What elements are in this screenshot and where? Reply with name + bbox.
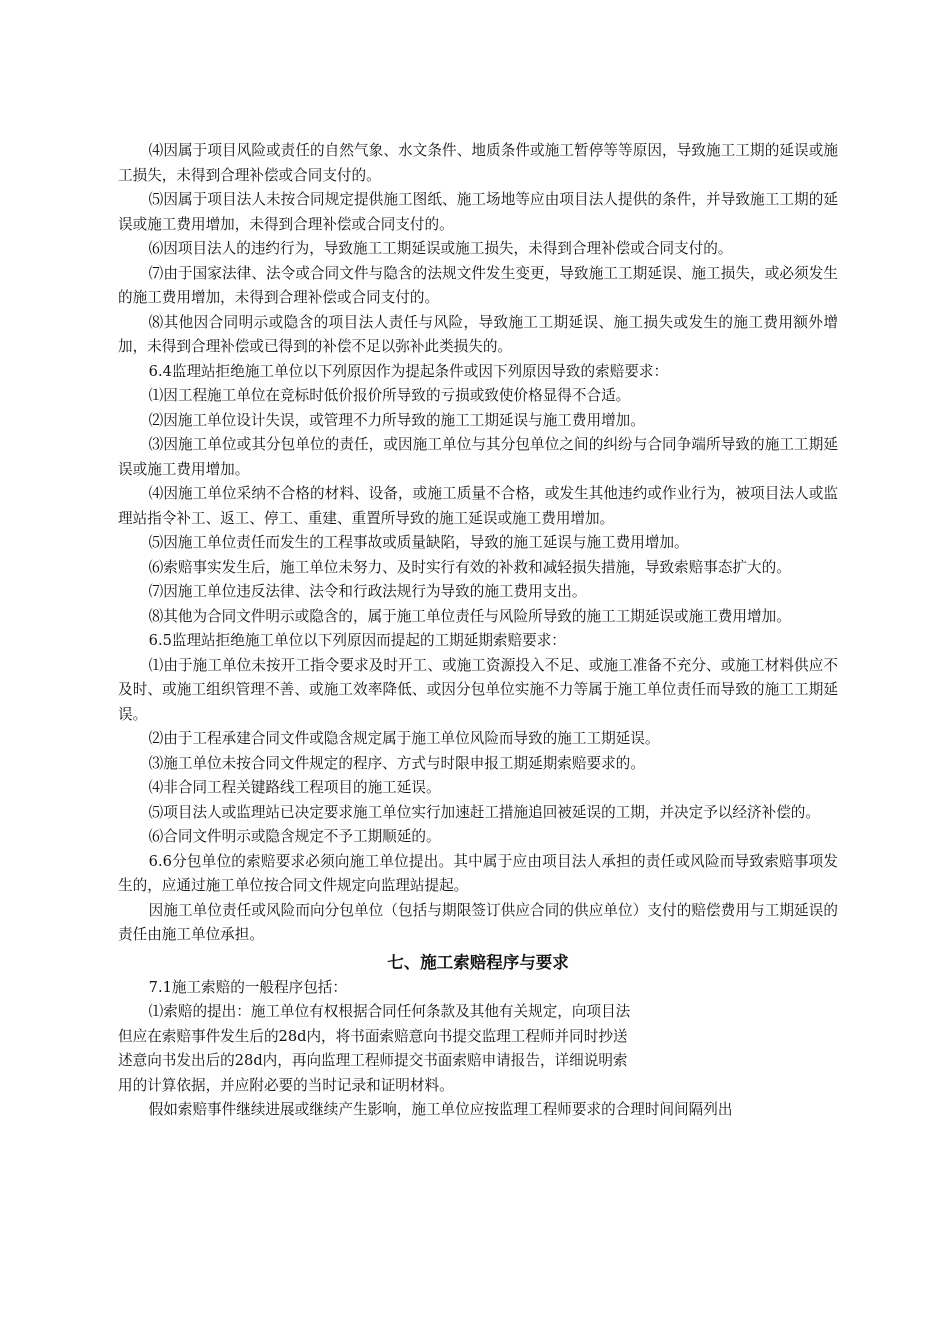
document-body: [118, 139, 838, 1123]
section-6-5: 6.5监理站拒绝施工单位以下列原因而提起的工期延期索赔要求：: [148, 632, 566, 649]
item-6-5-2: ⑵由于工程承建合同文件或隐含规定属于施工单位风险而导致的施工工期延误。: [148, 730, 660, 747]
claim-submission-line-3: 述意向书发出后的28d内，再向监理工程师提交书面索赔申请报告，详细说明索: [118, 1052, 628, 1069]
item-6-4-6: ⑹索赔事实发生后，施工单位未努力、及时实行有效的补救和减轻损失措施，导致索赔事态扩大的。: [148, 558, 791, 576]
clause-5-owner-conditions: ⑸因属于项目法人未按合同规定提供施工图纸、施工场地等应由项目法人提供的条件，并导致施工工期的延误或施工费用增加，未得到合理补偿或合同支付的。: [118, 191, 838, 233]
section-7-1: 7.1施工索赔的一般程序包括：: [148, 978, 347, 996]
item-6-4-3: ⑶因施工单位或其分包单位的责任，或因施工单位与其分包单位之间的纠纷与合同争端所导致的施工工期延误或施工费用增加。: [118, 436, 838, 478]
item-6-5-4: ⑷非合同工程关键路线工程项目的施工延误。: [148, 779, 441, 796]
clause-8-other-owner-risk: ⑻其他因合同明示或隐含的项目法人责任与风险，导致施工工期延误、施工损失或发生的施工费用额外增加，未得到合理补偿或已得到的补偿不足以弥补此类损失的。: [118, 313, 838, 355]
section-heading: 七、施工索赔程序与要求: [387, 952, 569, 972]
continuing-claim-paragraph: 假如索赔事件继续进展或继续产生影响，施工单位应按监理工程师要求的合理时间间隔列出: [148, 1101, 733, 1118]
clause-7-law-change: ⑺由于国家法律、法令或合同文件与隐含的法规文件发生变更，导致施工工期延误、施工损失，或必须发生的施工费用增加，未得到合理补偿或合同支付的。: [118, 264, 838, 306]
item-6-5-1: ⑴由于施工单位未按开工指令要求及时开工、或施工资源投入不足、或施工准备不充分、或施工材料供应不及时、或施工组织管理不善、或施工效率降低、或因分包单位实施不力等属于施工单位责任而导致的施工工期延误。: [118, 656, 838, 723]
item-6-5-3: ⑶施工单位未按合同文件规定的程序、方式与时限申报工期延期索赔要求的。: [148, 754, 645, 772]
item-6-4-7: ⑺因施工单位违反法律、法令和行政法规行为导致的施工费用支出。: [148, 583, 587, 600]
claim-submission-line-2: 但应在索赔事件发生后的28d内，将书面索赔意向书提交监理工程师并同时抄送: [118, 1027, 628, 1045]
item-6-4-5: ⑸因施工单位责任而发生的工程事故或质量缺陷，导致的施工延误与施工费用增加。: [148, 534, 689, 551]
section-6-6: 6.6分包单位的索赔要求必须向施工单位提出。其中属于应由项目法人承担的责任或风险而导致索赔事项发生的，应通过施工单位按合同文件规定向监理站提起。: [118, 852, 838, 894]
claim-submission-line-4: 用的计算依据，并应附必要的当时记录和证明材料。: [118, 1076, 454, 1094]
item-6-5-6: ⑹合同文件明示或隐含规定不予工期顺延的。: [148, 828, 441, 845]
clause-6-owner-breach: ⑹因项目法人的违约行为，导致施工工期延误或施工损失，未得到合理补偿或合同支付的。: [148, 240, 733, 257]
item-6-4-8: ⑻其他为合同文件明示或隐含的，属于施工单位责任与风险所导致的施工工期延误或施工费用增加。: [148, 607, 791, 625]
item-6-4-4: ⑷因施工单位采纳不合格的材料、设备，或施工质量不合格，或发生其他违约或作业行为，被项目法人或监理站指令补工、返工、停工、重建、重置所导致的施工延误或施工费用增加。: [118, 485, 838, 527]
section-6-4: 6.4监理站拒绝施工单位以下列原因作为提起条件或因下列原因导致的索赔要求：: [148, 362, 669, 380]
section-6-6-liability: 因施工单位责任或风险而向分包单位（包括与期限签订供应合同的供应单位）支付的赔偿费用与工期延误的责任由施工单位承担。: [118, 901, 838, 943]
item-6-5-5: ⑸项目法人或监理站已决定要求施工单位实行加速赶工措施追回被延误的工期，并决定予以经济补偿的。: [148, 803, 820, 821]
item-6-4-2: ⑵因施工单位设计失误，或管理不力所导致的施工工期延误与施工费用增加。: [148, 411, 645, 429]
item-6-4-1: ⑴因工程施工单位在竞标时低价报价所导致的亏损或致使价格显得不合适。: [148, 387, 631, 404]
claim-submission-line-1: ⑴索赔的提出：施工单位有权根据合同任何条款及其他有关规定，向项目法: [148, 1003, 631, 1020]
clause-4-natural-risk: ⑷因属于项目风险或责任的自然气象、水文条件、地质条件或施工暂停等等原因，导致施工工期的延误或施工损失，未得到合理补偿或合同支付的。: [118, 142, 838, 184]
